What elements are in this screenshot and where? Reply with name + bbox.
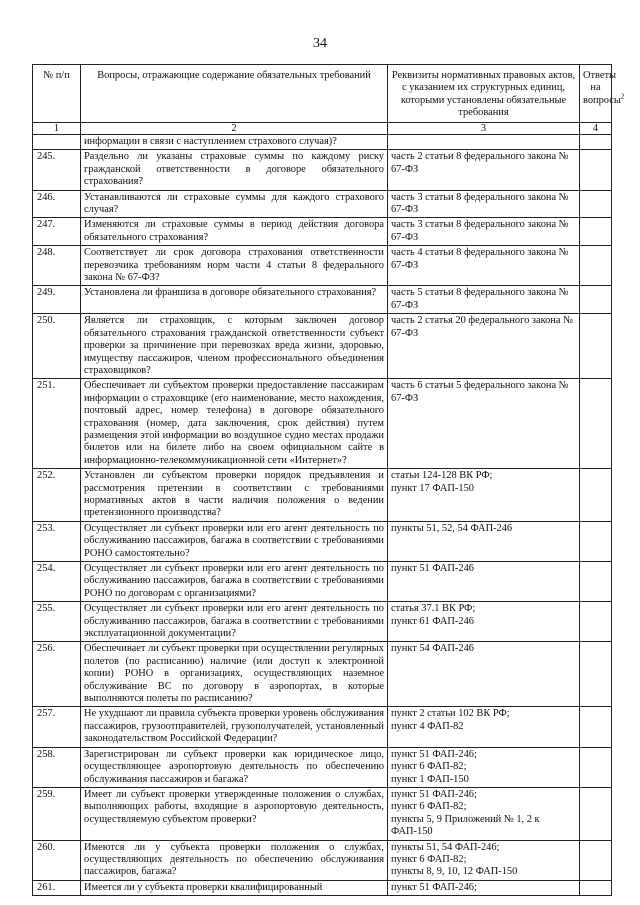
requisite-line: пункт 54 ФАП-246 — [391, 643, 474, 655]
header-answers — [580, 65, 625, 123]
row-answer — [580, 787, 612, 840]
requisite-line: часть 3 статьи 8 федерального закона № 67-ФЗ — [391, 219, 569, 243]
row-number: 259. — [33, 787, 81, 840]
row-answer — [580, 840, 612, 880]
continuation-row — [33, 135, 612, 150]
continuation-num — [33, 135, 81, 150]
row-number: 255. — [33, 602, 81, 642]
requisite-line: пункт 51 ФАП-246 — [391, 563, 474, 574]
requisite-line: статья 37.1 ВК РФ; — [391, 603, 476, 615]
row-number: 247. — [33, 218, 81, 246]
index-cell: 4 — [580, 123, 612, 135]
row-number: 245. — [33, 150, 81, 190]
requisite-line: статьи 124-128 ВК РФ; — [391, 470, 493, 482]
requisite-line: часть 5 статьи 8 федерального закона № 67-ФЗ — [391, 287, 569, 311]
requisite-line: часть 2 статьи 8 федерального закона № 67-ФЗ — [391, 151, 569, 175]
row-answer — [580, 747, 612, 787]
row-number: 254. — [33, 562, 81, 602]
table-row — [33, 190, 612, 218]
row-requisites — [388, 314, 580, 379]
row-answer — [580, 469, 612, 522]
requisite-line: пункт 17 ФАП-150 — [391, 482, 474, 494]
table-row — [33, 747, 612, 787]
table-row — [33, 379, 612, 469]
row-requisites — [388, 787, 580, 840]
table-row — [33, 246, 612, 286]
row-question: Установлена ли франшиза в договоре обязательного страхования? — [81, 286, 388, 314]
row-requisites — [388, 246, 580, 286]
table-row — [33, 469, 612, 522]
row-question: Имеет ли субъект проверки утвержденные положения о службах, выполняющих работы, входящие в аэропортовую деятельность, осуществляемую субъектом проверки? — [81, 787, 388, 840]
header-questions: Вопросы, отражающие содержание обязательных требований — [81, 65, 388, 123]
requisite-line: часть 4 статьи 8 федерального закона № 67-ФЗ — [391, 247, 569, 271]
row-answer — [580, 562, 612, 602]
row-number: 253. — [33, 521, 81, 561]
row-number: 248. — [33, 246, 81, 286]
index-cell: 1 — [33, 123, 81, 135]
continuation-req — [388, 135, 580, 150]
row-requisites — [388, 707, 580, 747]
header-requisites: Реквизиты нормативных правовых актов, с указанием их структурных единиц, которыми установлены обязательные требования — [388, 65, 580, 123]
row-requisites — [388, 880, 580, 895]
row-question: Устанавливаются ли страховые суммы для каждого страхового случая? — [81, 190, 388, 218]
row-answer — [580, 880, 612, 895]
row-requisites — [388, 642, 580, 707]
row-requisites — [388, 602, 580, 642]
table-row — [33, 602, 612, 642]
row-answer — [580, 707, 612, 747]
row-question: Осуществляет ли субъект проверки или его агент деятельность по обслуживанию пассажиров, багажа в соответствии с требованиями РОНО по договорам с организациями? — [81, 562, 388, 602]
row-number: 246. — [33, 190, 81, 218]
row-question: Является ли страховщик, с которым заключен договор обязательного страхования гражданской ответственности субъект проверки за причинение при перевозках вреда жизни, здоровью, имуществу пассажиров, членом профессионального объединения страховщиков? — [81, 314, 388, 379]
table-row — [33, 150, 612, 190]
table-row — [33, 521, 612, 561]
row-requisites — [388, 190, 580, 218]
requisite-line: пункты 51, 54 ФАП-246; — [391, 841, 500, 853]
requisite-line: пункт 51 ФАП-246; — [391, 881, 477, 893]
table-row — [33, 314, 612, 379]
requisite-line: пункт 6 ФАП-82; — [391, 761, 467, 773]
row-number: 250. — [33, 314, 81, 379]
header-num: № п/п — [33, 65, 81, 123]
row-question: Соответствует ли срок договора страхования ответственности перевозчика требованиям норм части 4 статьи 8 федерального закона № 67-ФЗ? — [81, 246, 388, 286]
header-row — [33, 65, 612, 123]
row-number: 249. — [33, 286, 81, 314]
row-question: Осуществляет ли субъект проверки или его агент деятельность по обслуживанию пассажиров, багажа в соответствии с требованиями эксплуатационной документации? — [81, 602, 388, 642]
row-question: Имеется ли у субъекта проверки квалифицированный — [81, 880, 388, 895]
requisite-line: часть 3 статьи 8 федерального закона № 67-ФЗ — [391, 191, 569, 216]
requirements-table — [32, 64, 625, 896]
requisite-line: пункт 4 ФАП-82 — [391, 720, 464, 732]
header-answers-text: Ответы на вопросы — [583, 70, 621, 106]
index-cell: 2 — [81, 123, 388, 135]
row-requisites — [388, 840, 580, 880]
row-question: Обеспечивает ли субъект проверки при осуществлении регулярных полетов (по расписанию) наличие (или доступ к электронной копии) РОНО в организациях, осуществляющих наземное обслуживание ВС по договору в аэропортах, в которые выполняются полеты по расписанию? — [81, 642, 388, 707]
row-requisites — [388, 521, 580, 561]
row-number: 261. — [33, 880, 81, 895]
requisite-line: пункт 6 ФАП-82; — [391, 801, 467, 813]
header-answers-footnote: 2 — [620, 92, 625, 101]
requisite-line: часть 6 статьи 5 федерального закона № 67-ФЗ — [391, 380, 569, 404]
index-row — [33, 123, 612, 135]
requisite-line: пункты 5, 9 Приложений № 1, 2 к ФАП-150 — [391, 813, 540, 838]
continuation-answer — [580, 135, 612, 150]
row-answer — [580, 246, 612, 286]
row-question: Изменяются ли страховые суммы в период действия договора обязательного страхования? — [81, 218, 388, 246]
row-question: Не ухудшают ли правила субъекта проверки уровень обслуживания пассажиров, грузоотправителей, грузополучателей, установленный законодательством Российской Федерации? — [81, 707, 388, 747]
row-answer — [580, 190, 612, 218]
table-row — [33, 218, 612, 246]
continuation-text: информации в связи с наступлением страхового случая)? — [81, 135, 388, 150]
table-row — [33, 642, 612, 707]
table-row — [33, 880, 612, 895]
row-requisites — [388, 562, 580, 602]
row-number: 260. — [33, 840, 81, 880]
row-answer — [580, 218, 612, 246]
row-question: Имеются ли у субъекта проверки положения о службах, осуществляющих деятельность по обеспечению обслуживания пассажиров, багажа? — [81, 840, 388, 880]
row-question: Осуществляет ли субъект проверки или его агент деятельность по обслуживанию пассажиров, багажа в соответствии с требованиями РОНО самостоятельно? — [81, 521, 388, 561]
page-number: 34 — [313, 36, 327, 51]
row-requisites — [388, 747, 580, 787]
row-requisites — [388, 150, 580, 190]
row-answer — [580, 642, 612, 707]
row-answer — [580, 150, 612, 190]
row-requisites — [388, 469, 580, 522]
row-number: 251. — [33, 379, 81, 469]
table-row — [33, 286, 612, 314]
requisite-line: пункт 2 статьи 102 ВК РФ; — [391, 708, 510, 720]
table-row — [33, 707, 612, 747]
table-row — [33, 562, 612, 602]
row-number: 252. — [33, 469, 81, 522]
row-number: 257. — [33, 707, 81, 747]
row-answer — [580, 379, 612, 469]
requisite-line: пункт 1 ФАП-150 — [391, 773, 469, 785]
row-question: Установлен ли субъектом проверки порядок предъявления и рассмотрения претензии в соответствии с требованиями нормативных актов в части наличия положения о ведении претензионного производства? — [81, 469, 388, 522]
row-requisites — [388, 286, 580, 314]
row-requisites — [388, 218, 580, 246]
row-question: Обеспечивает ли субъектом проверки предоставление пассажирам информации о страховщике (его наименование, место нахождения, почтовый адрес, номер телефона) в договоре обязательного страхования (номер, дата заключения, срок действия) путем размещения этой информации во воздушное судно местах продажи билетов или на билете либо на своем официальном сайте в информационно-телекоммуникационной сети «Интернет»? — [81, 379, 388, 469]
row-question: Зарегистрирован ли субъект проверки как юридическое лицо, осуществляющее аэропортовую деятельность по обеспечению обслуживания пассажиров и багажа? — [81, 747, 388, 787]
row-answer — [580, 521, 612, 561]
requisite-line: пункт 6 ФАП-82; — [391, 853, 467, 865]
row-answer — [580, 286, 612, 314]
row-requisites — [388, 379, 580, 469]
requisite-line: пункт 51 ФАП-246; — [391, 788, 477, 800]
requisite-line: пункты 51, 52, 54 ФАП-246 — [391, 522, 513, 534]
row-answer — [580, 602, 612, 642]
table-row — [33, 787, 612, 840]
row-answer — [580, 314, 612, 379]
requisite-line: пункт 61 ФАП-246 — [391, 615, 474, 627]
requisite-line: часть 2 статья 20 федерального закона № 67-ФЗ — [391, 315, 573, 339]
row-question: Раздельно ли указаны страховые суммы по каждому риску гражданской ответственности в договоре обязательного страхования? — [81, 150, 388, 190]
row-number: 256. — [33, 642, 81, 707]
row-number: 258. — [33, 747, 81, 787]
index-cell: 3 — [388, 123, 580, 135]
requisite-line: пункты 8, 9, 10, 12 ФАП-150 — [391, 866, 518, 878]
table-row — [33, 840, 612, 880]
requisite-line: пункт 51 ФАП-246; — [391, 748, 477, 760]
